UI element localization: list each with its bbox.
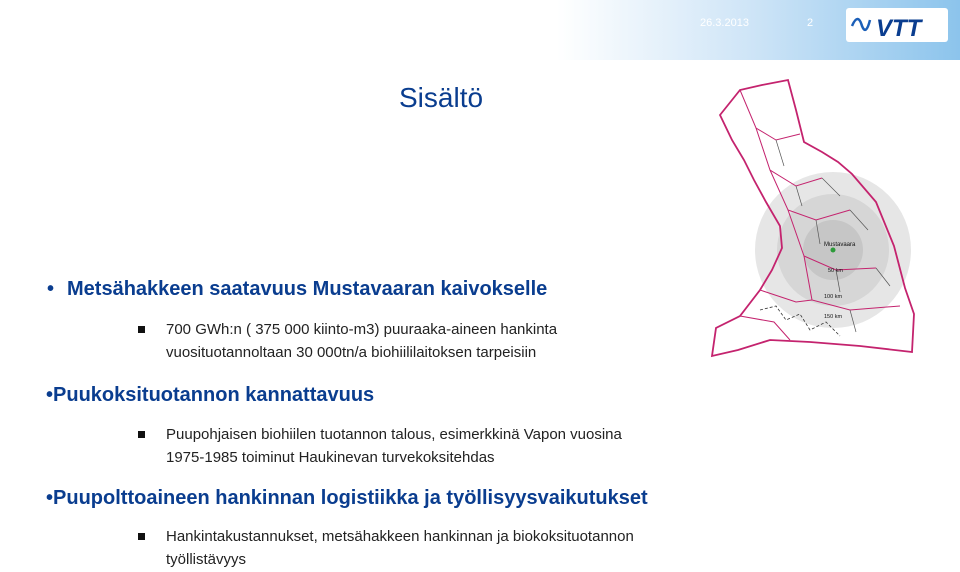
ring-label-150: 150 km	[824, 314, 843, 320]
bullet-2-text: Puukoksituotannon kannattavuus	[53, 384, 375, 406]
bullet-dot: •	[46, 384, 54, 406]
page-number: 2	[807, 17, 814, 29]
slide-date: 26.3.2013	[700, 17, 749, 29]
sub-bullet-2-1	[166, 423, 622, 469]
bullet-dot: •	[47, 278, 55, 300]
sub-line: 1975-1985 toiminut Haukinevan turvekoksitehdas	[166, 449, 495, 466]
bullet-3-text: Puupolttoaineen hankinnan logistiikka ja työllisyysvaikutukset	[53, 487, 648, 509]
site-marker	[831, 248, 836, 253]
vtt-logo	[846, 6, 950, 46]
square-bullet-icon	[138, 326, 145, 333]
ring-label-50: 50 km	[828, 268, 843, 274]
bullet-1-text: Metsähakkeen saatavuus Mustavaaran kaivokselle	[67, 278, 548, 300]
bullet-2	[46, 384, 374, 407]
bullet-3	[46, 487, 648, 510]
sub-bullet-1-1	[166, 318, 557, 364]
sub-line: Hankintakustannukset, metsähakkeen hankinnan ja biokoksituotannon	[166, 528, 634, 545]
square-bullet-icon	[138, 431, 145, 438]
sub-line: 700 GWh:n ( 375 000 kiinto-m3) puuraaka-aineen hankinta	[166, 321, 558, 338]
bullet-dot: •	[46, 487, 54, 509]
sub-line: Puupohjaisen biohiilen tuotannon talous, esimerkkinä Vapon vuosina	[166, 426, 622, 443]
sub-bullet-3-1	[166, 525, 634, 571]
square-bullet-icon	[138, 533, 145, 540]
sub-line: työllistävyys	[166, 551, 247, 568]
header-bar	[0, 0, 960, 60]
sub-line: vuosituotannoltaan 30 000tn/a biohiililaitoksen tarpeisiin	[166, 344, 537, 361]
place-label: Mustavaara	[824, 242, 856, 248]
slide-title: Sisältö	[399, 82, 484, 113]
logo-text: VTT	[876, 15, 922, 42]
ring-label-100: 100 km	[824, 294, 843, 300]
finland-map	[700, 70, 920, 360]
